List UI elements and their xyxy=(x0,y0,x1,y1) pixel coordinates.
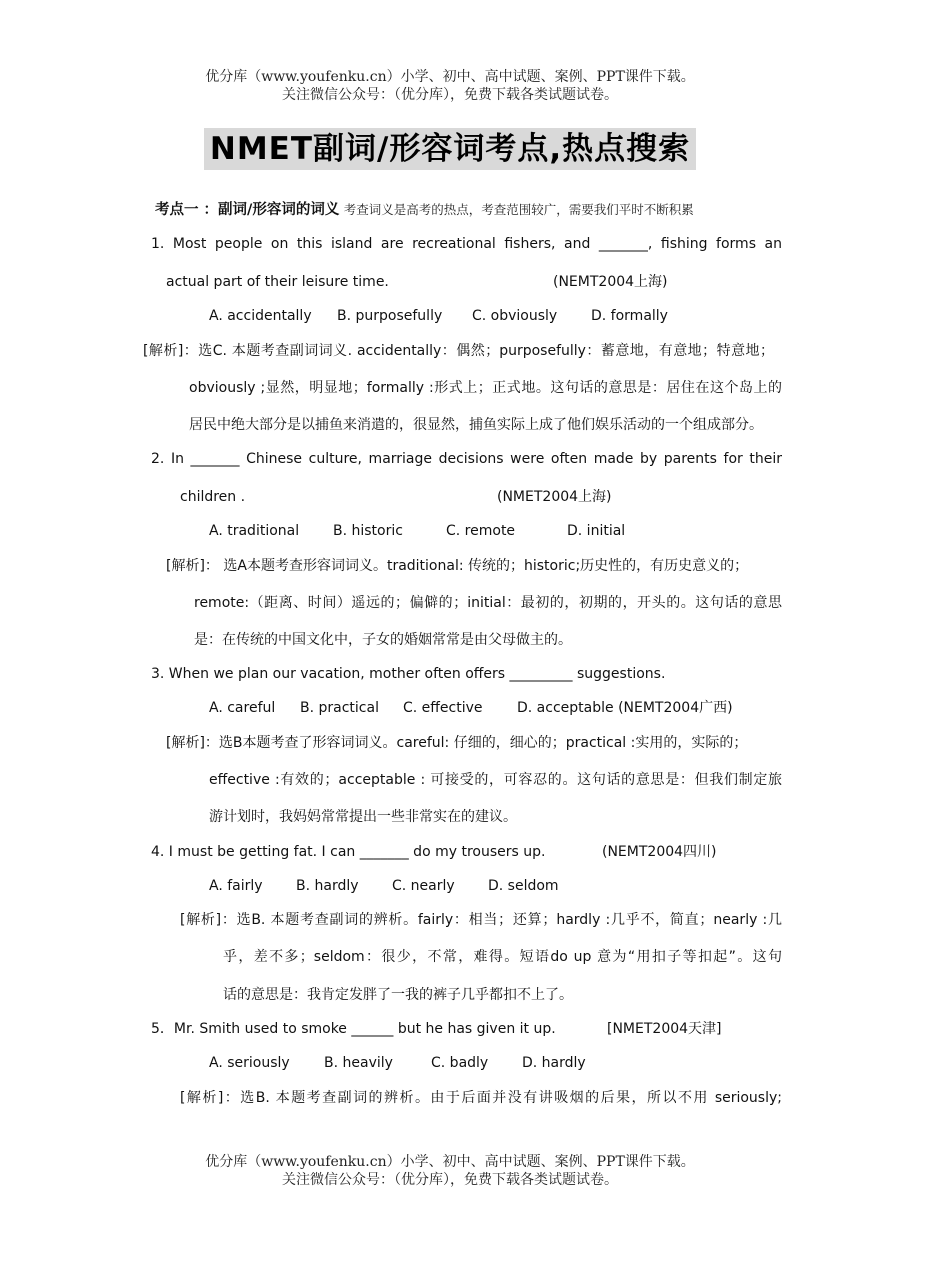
q1-analysis-line-2: obviously ;显然，明显地；formally :形式上；正式地。这句话的意思是：居住在这个岛上的 xyxy=(189,380,782,396)
footer-line-1: 优分库（www.youfenku.cn）小学、初中、高中试题、案例、PPT课件下载。 xyxy=(205,1154,695,1170)
q5-source: [NMET2004天津] xyxy=(607,1021,722,1037)
q3-options xyxy=(209,698,733,718)
q5-stem-line-1: 5．Mr. Smith used to smoke ______ but he has given it up. xyxy=(151,1021,556,1037)
page-title: NMET副词/形容词考点,热点搜索 xyxy=(204,128,696,170)
q1-stem-line-1: 1. Most people on this island are recreational fishers, and _______, fishing forms an xyxy=(151,236,782,252)
q4-option-c: C. nearly xyxy=(392,878,455,894)
q1-option-a: A. accidentally xyxy=(209,308,312,324)
section-heading: 考点一 ：副词/形容词的词义 xyxy=(155,202,340,218)
q1-analysis-line-3: 居民中绝大部分是以捕鱼来消遣的，很显然，捕鱼实际上成了他们娱乐活动的一个组成部分。 xyxy=(189,417,763,433)
q1-options xyxy=(209,306,668,326)
q3-option-c: C. effective xyxy=(403,700,483,716)
q4-analysis-line-1: [解析]：选B. 本题考查副词的辨析。fairly：相当；还算；hardly :几乎不，简直；nearly :几 xyxy=(180,912,782,928)
q4-option-d: D. seldom xyxy=(488,878,559,894)
q1-option-d: D. formally xyxy=(591,308,668,324)
q2-option-a: A. traditional xyxy=(209,523,300,539)
q1-option-c: C. obviously xyxy=(472,308,558,324)
q3-option-d: D. acceptable (NEMT2004广西) xyxy=(517,700,733,716)
q2-analysis-line-3: 是：在传统的中国文化中，子女的婚姻常常是由父母做主的。 xyxy=(194,632,572,648)
q4-source: (NEMT2004四川) xyxy=(602,844,717,860)
section-heading-line xyxy=(155,200,694,220)
q1-stem-line-2: actual part of their leisure time. xyxy=(166,274,389,290)
q4-analysis-line-3: 话的意思是：我肯定发胖了一我的裤子几乎都扣不上了。 xyxy=(223,987,573,1003)
q4-stem-line-1: 4. I must be getting fat. I can _______ do my trousers up. xyxy=(151,844,546,860)
q4-options xyxy=(209,876,559,896)
q3-stem-line-1: 3. When we plan our vacation, mother often offers _________ suggestions. xyxy=(151,666,666,682)
q2-analysis-line-1: [解析]： 选A本题考查形容词词义。traditional: 传统的；historic;历史性的，有历史意义的； xyxy=(166,558,749,574)
q2-stem-line-2: children . xyxy=(180,489,246,505)
q5-option-a: A. seriously xyxy=(209,1055,290,1071)
q2-options xyxy=(209,521,625,541)
q1-source: (NEMT2004上海) xyxy=(553,274,668,290)
q5-option-d: D. hardly xyxy=(522,1055,586,1071)
q3-analysis-line-1: [解析]：选B本题考查了形容词词义。careful: 仔细的，细心的；practical :实用的，实际的； xyxy=(166,735,748,751)
q2-option-d: D. initial xyxy=(567,523,626,539)
q5-analysis-line-1: [解析]：选B. 本题考查副词的辨析。由于后面并没有讲吸烟的后果，所以不用 seriously; xyxy=(180,1090,782,1106)
q2-source: (NMET2004上海) xyxy=(497,489,612,505)
q5-options xyxy=(209,1053,586,1073)
q2-option-c: C. remote xyxy=(446,523,516,539)
q5-option-c: C. badly xyxy=(431,1055,489,1071)
q5-option-b: B. heavily xyxy=(324,1055,393,1071)
q2-option-b: B. historic xyxy=(333,523,403,539)
q1-analysis-line-1: [解析]：选C. 本题考查副词词义. accidentally：偶然；purposefully：蓄意地，有意地；特意地； xyxy=(143,343,774,359)
q3-analysis-line-2: effective :有效的；acceptable : 可接受的，可容忍的。这句话的意思是：但我们制定旅 xyxy=(209,772,782,788)
footer-line-2: 关注微信公众号：（优分库），免费下载各类试题试卷。 xyxy=(282,1172,618,1188)
q3-option-b: B. practical xyxy=(300,700,379,716)
q3-analysis-line-3: 游计划时，我妈妈常常提出一些非常实在的建议。 xyxy=(209,809,517,825)
q3-option-a: A. careful xyxy=(209,700,276,716)
section-note: 考查词义是高考的热点，考查范围较广，需要我们平时不断积累 xyxy=(343,202,694,217)
q1-option-b: B. purposefully xyxy=(337,308,443,324)
q2-stem-line-1: 2. In _______ Chinese culture, marriage decisions were often made by parents for their xyxy=(151,451,782,467)
q4-analysis-line-2: 乎，差不多；seldom：很少，不常，难得。短语do up 意为“用扣子等扣起”。这句 xyxy=(223,949,782,965)
q4-option-a: A. fairly xyxy=(209,878,263,894)
q4-option-b: B. hardly xyxy=(296,878,359,894)
q2-analysis-line-2: remote:（距离、时间）遥远的；偏僻的；initial：最初的，初期的，开头的。这句话的意思 xyxy=(194,595,782,611)
header-line-1: 优分库（www.youfenku.cn）小学、初中、高中试题、案例、PPT课件下载。 xyxy=(205,69,695,85)
header-line-2: 关注微信公众号：（优分库），免费下载各类试题试卷。 xyxy=(282,87,618,103)
title-block xyxy=(0,128,900,170)
